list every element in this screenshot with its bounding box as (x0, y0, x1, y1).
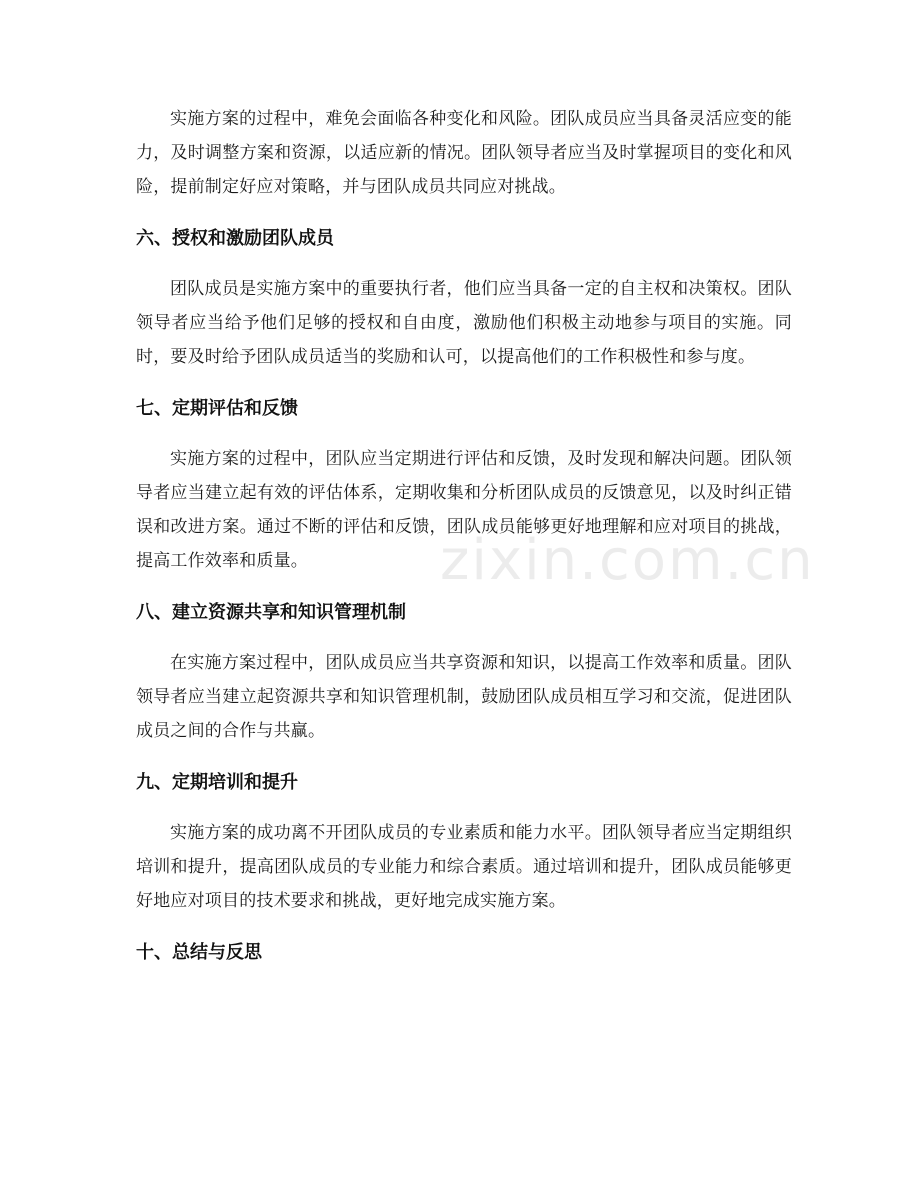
document-page (136, 102, 792, 970)
spacer (136, 918, 792, 936)
watermark-text: zixin.com.cn (440, 528, 815, 593)
spacer (136, 204, 792, 222)
spacer (136, 800, 792, 816)
paragraph-change-and-risk: 实施方案的过程中，难免会面临各种变化和风险。团队成员应当具备灵活应变的能力，及时调整方案和资源，以适应新的情况。团队领导者应当及时掌握项目的变化和风险，提前制定好应对策略，并与团队成员共同应对挑战。 (136, 109, 792, 197)
paragraph-section-6: 团队成员是实施方案中的重要执行者，他们应当具备一定的自主权和决策权。团队领导者应当给予他们足够的授权和自由度，激励他们积极主动地参与项目的实施。同时，要及时给予团队成员适当的奖励和认可，以提高他们的工作积极性和参与度。 (136, 279, 792, 367)
paragraph-section-7: 实施方案的过程中，团队应当定期进行评估和反馈，及时发现和解决问题。团队领导者应当建立起有效的评估体系，定期收集和分析团队成员的反馈意见，以及时纠正错误和改进方案。通过不断的评估和反馈，团队成员能够更好地理解和应对项目的挑战，提高工作效率和质量。 (136, 449, 792, 571)
heading-section-9: 九、定期培训和提升 (136, 772, 298, 793)
spacer (136, 374, 792, 392)
heading-section-6: 六、授权和激励团队成员 (136, 228, 334, 249)
heading-section-7: 七、定期评估和反馈 (136, 398, 298, 419)
spacer (136, 426, 792, 442)
spacer (136, 630, 792, 646)
spacer (136, 578, 792, 596)
spacer (136, 256, 792, 272)
paragraph-section-9: 实施方案的成功离不开团队成员的专业素质和能力水平。团队领导者应当定期组织培训和提升，提高团队成员的专业能力和综合素质。通过培训和提升，团队成员能够更好地应对项目的技术要求和挑战，更好地完成实施方案。 (136, 823, 792, 911)
heading-section-8: 八、建立资源共享和知识管理机制 (136, 602, 406, 623)
heading-section-10: 十、总结与反思 (136, 942, 262, 963)
paragraph-section-8: 在实施方案过程中，团队成员应当共享资源和知识，以提高工作效率和质量。团队领导者应当建立起资源共享和知识管理机制，鼓励团队成员相互学习和交流，促进团队成员之间的合作与共赢。 (136, 653, 792, 741)
spacer (136, 748, 792, 766)
